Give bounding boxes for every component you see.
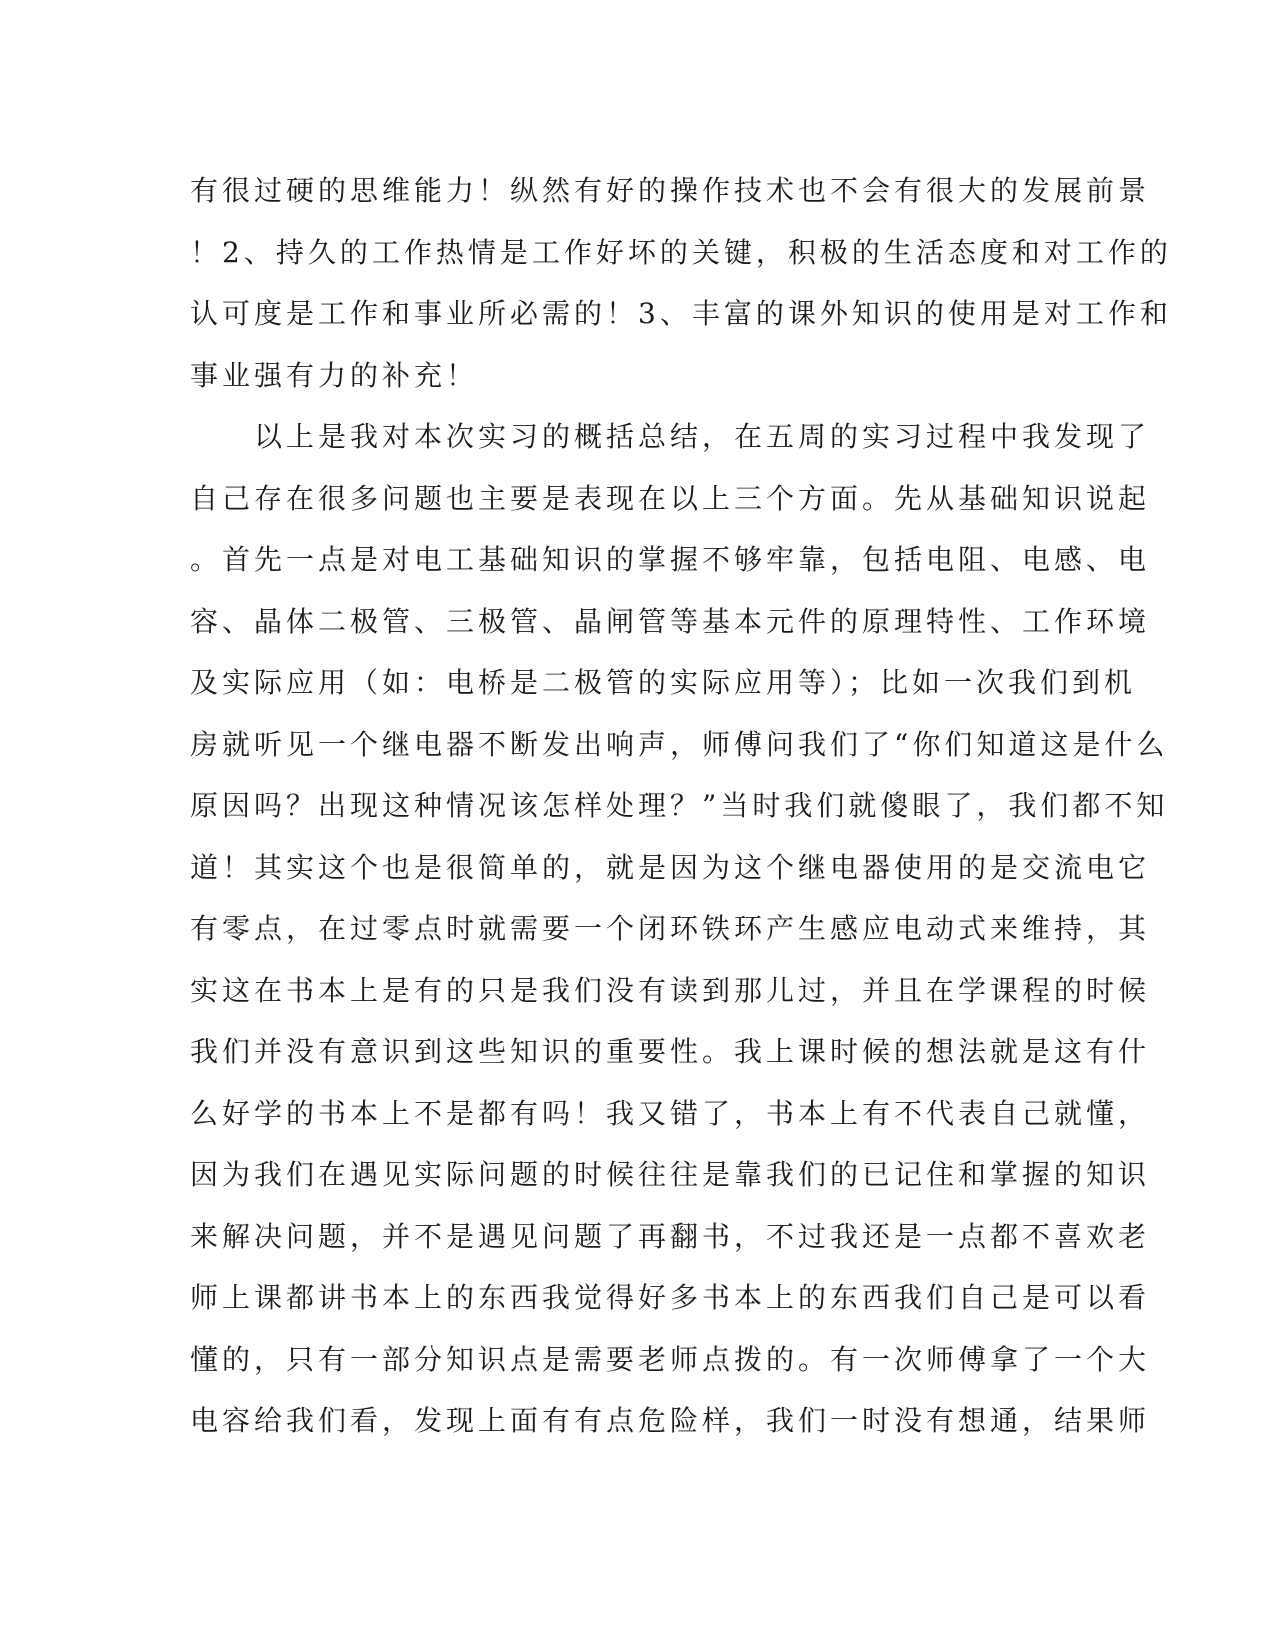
text-line: 房就听见一个继电器不断发出响声，师傅问我们了“你们知道这是什么 <box>190 727 1169 761</box>
text-line: 来解决问题，并不是遇见问题了再翻书，不过我还是一点都不喜欢老 <box>190 1219 1151 1253</box>
text-line: 自己存在很多问题也主要是表现在以上三个方面。先从基础知识说起 <box>190 481 1151 515</box>
text-line: 我们并没有意识到这些知识的重要性。我上课时候的想法就是这有什 <box>190 1035 1151 1068</box>
text-line: 有很过硬的思维能力！纵然有好的操作技术也不会有很大的发展前景 <box>190 174 1151 207</box>
body-text <box>190 160 1172 1452</box>
text-line: 容、晶体二极管、三极管、晶闸管等基本元件的原理特性、工作环境 <box>190 604 1151 638</box>
text-line: 事业强有力的补充！ <box>190 358 479 392</box>
text-line: 及实际应用（如：电桥是二极管的实际应用等）；比如一次我们到机 <box>190 666 1137 699</box>
text-line: 原因吗？出现这种情况该怎样处理？”当时我们就傻眼了，我们都不知 <box>190 789 1169 822</box>
text-line: 。首先一点是对电工基础知识的掌握不够牢靠，包括电阻、电感、电 <box>190 543 1151 576</box>
text-line: 因为我们在遇见实际问题的时候往往是靠我们的已记住和掌握的知识 <box>190 1158 1151 1191</box>
text-line: ！2、持久的工作热情是工作好坏的关键，积极的生活态度和对工作的 <box>190 235 1172 269</box>
text-line: 有零点，在过零点时就需要一个闭环铁环产生感应电动式来维持，其 <box>190 912 1151 945</box>
text-line: 实这在书本上是有的只是我们没有读到那儿过，并且在学课程的时候 <box>190 973 1151 1007</box>
text-line: 电容给我们看，发现上面有有点危险样，我们一时没有想通，结果师 <box>190 1404 1151 1437</box>
text-line: 师上课都讲书本上的东西我觉得好多书本上的东西我们自己是可以看 <box>190 1281 1151 1314</box>
text-line: 以上是我对本次实习的概括总结，在五周的实习过程中我发现了 <box>190 420 1151 453</box>
text-line: 懂的，只有一部分知识点是需要老师点拨的。有一次师傅拿了一个大 <box>190 1342 1151 1376</box>
text-line: 认可度是工作和事业所必需的！3、丰富的课外知识的使用是对工作和 <box>190 297 1172 330</box>
text-line: 么好学的书本上不是都有吗！我又错了，书本上有不代表自己就懂， <box>190 1096 1151 1130</box>
text-line: 道！其实这个也是很简单的，就是因为这个继电器使用的是交流电它 <box>190 850 1151 884</box>
